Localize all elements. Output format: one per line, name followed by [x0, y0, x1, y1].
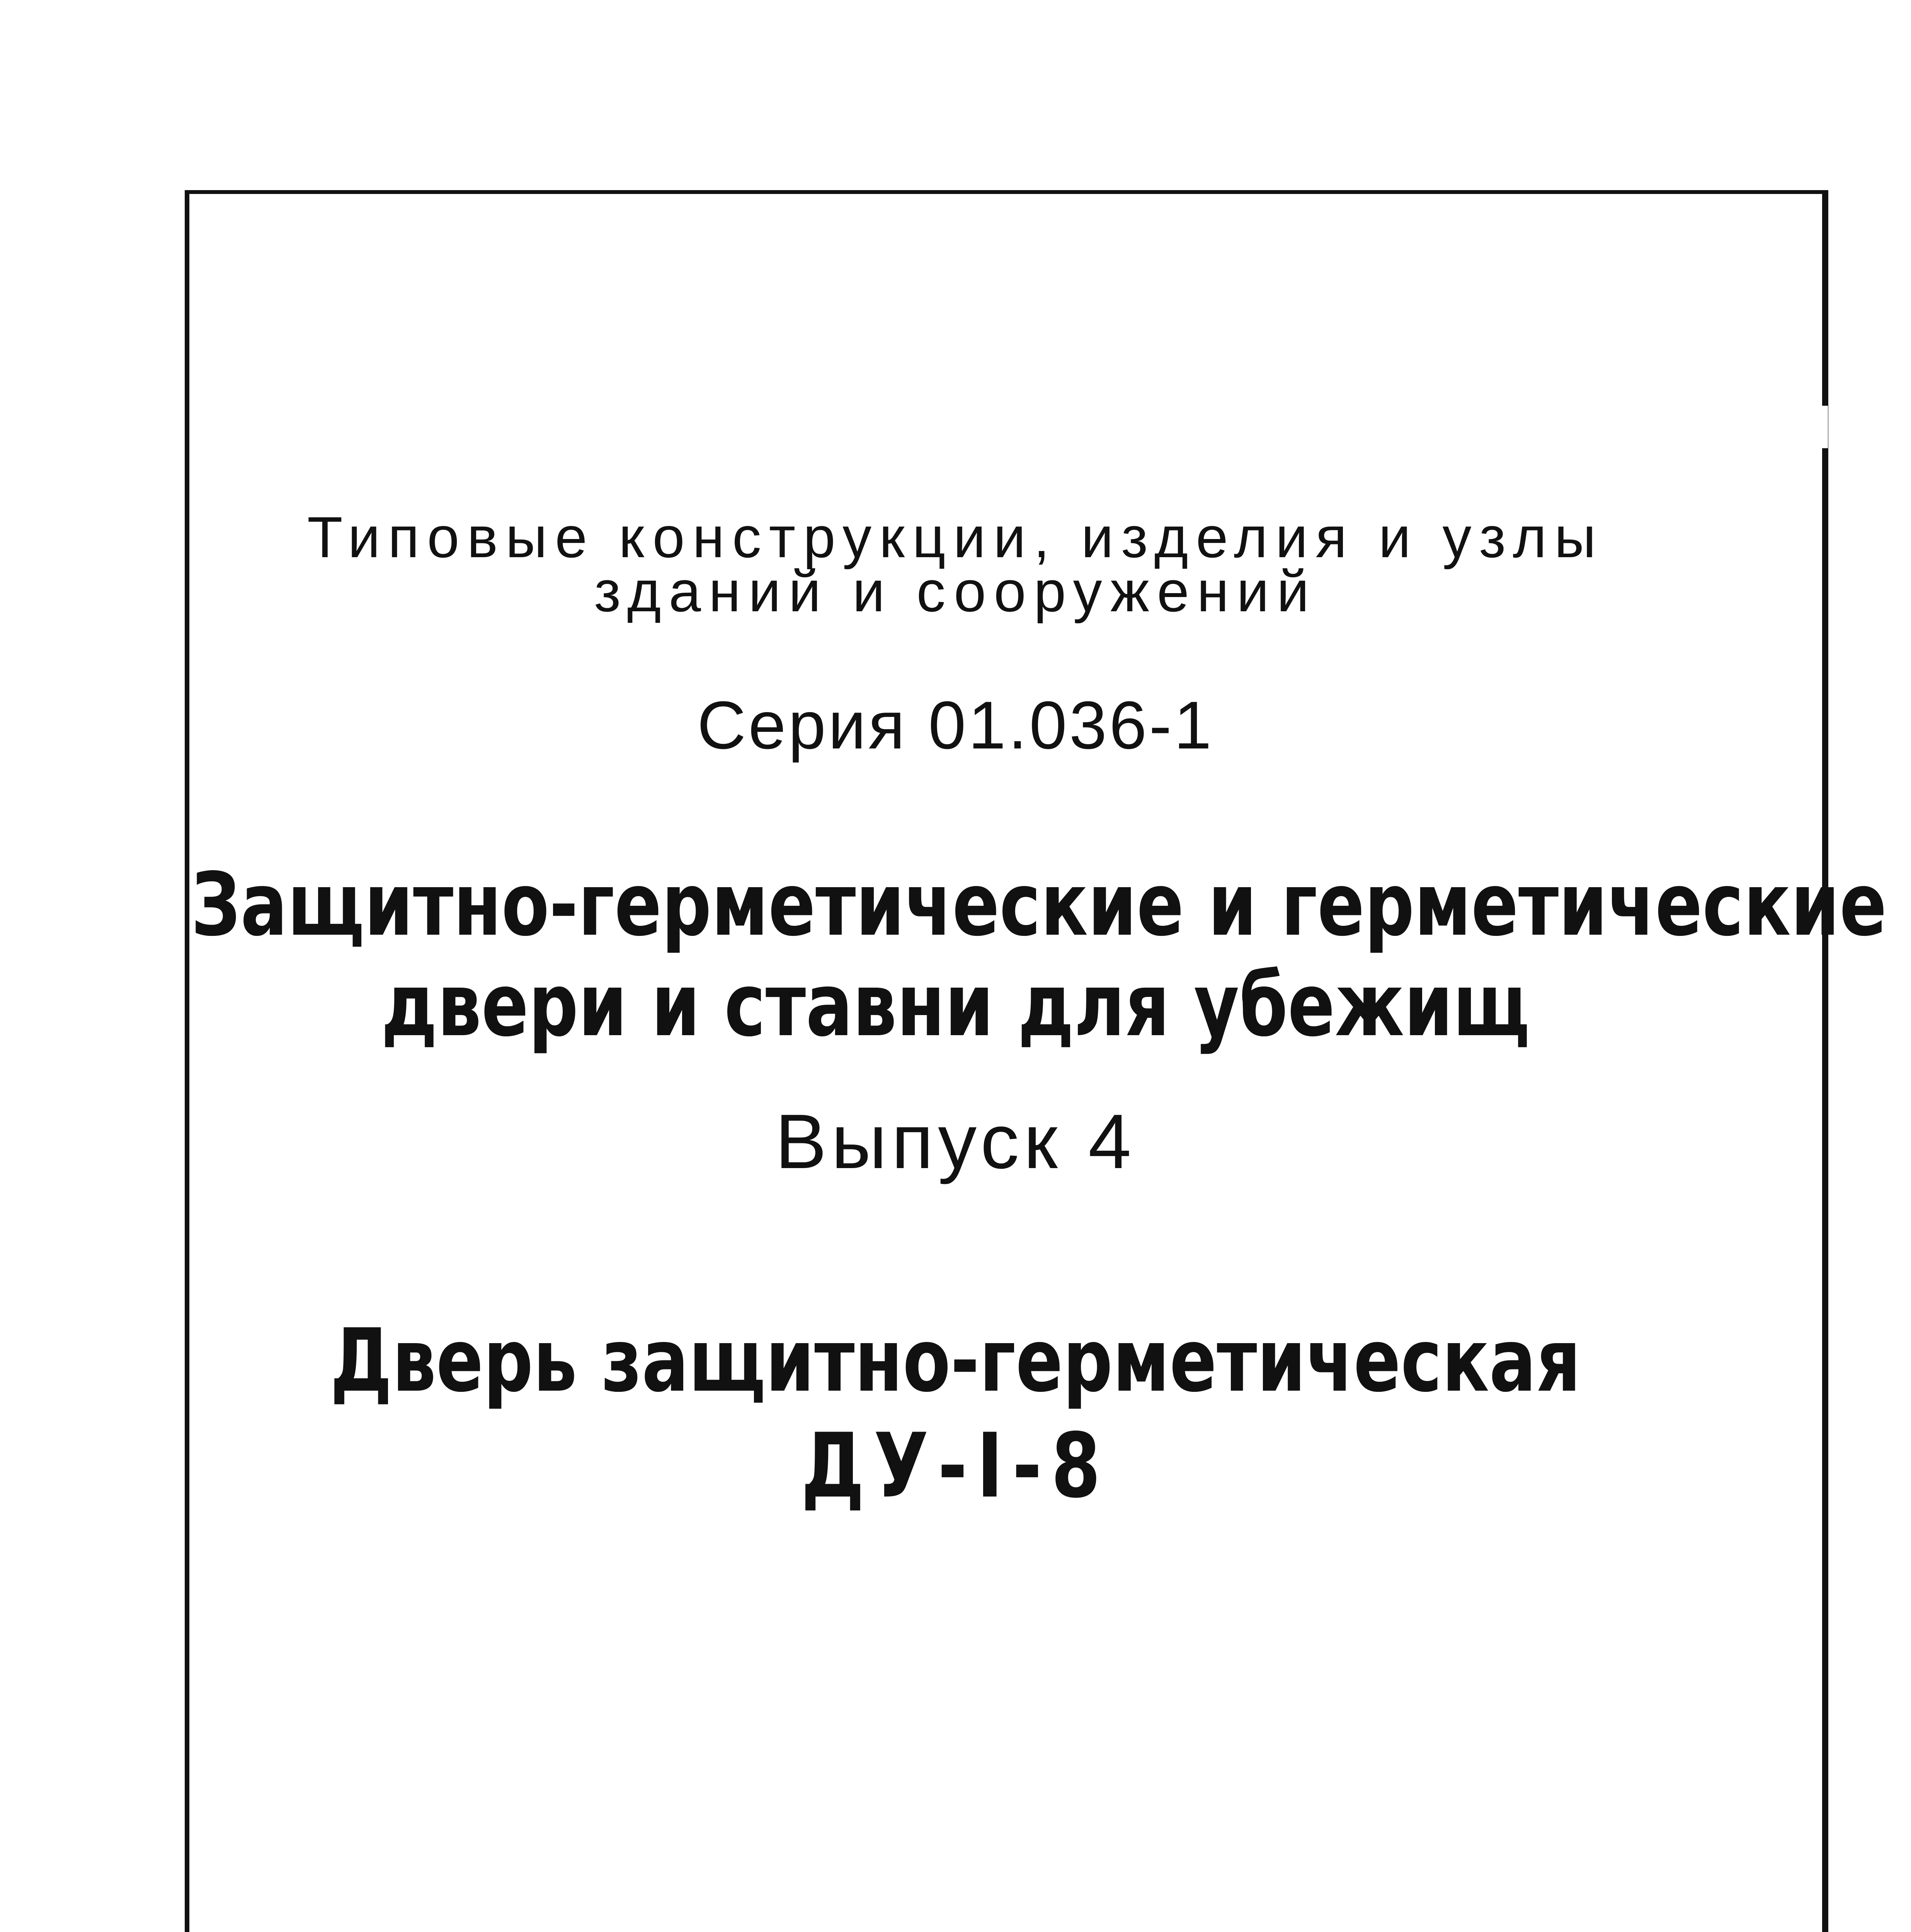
header-line-1: Типовые конструкции, изделия и узлы	[307, 505, 1604, 570]
issue-number: Выпуск 4	[775, 1099, 1136, 1185]
border-gap	[1812, 406, 1828, 448]
main-title-line-2: двери и ставни для убежищ	[381, 955, 1530, 1056]
series-number: Серия 01.036-1	[697, 688, 1214, 763]
page-border	[185, 190, 1887, 1932]
header-line-2: зданий и сооружений	[594, 559, 1317, 624]
subject-title-line-2: ДУ-I-8	[801, 1415, 1110, 1518]
subject-title-line-1: Дверь защитно-герметическая	[330, 1310, 1581, 1412]
main-title-line-1: Защитно-герметические и герметические	[191, 854, 1887, 956]
